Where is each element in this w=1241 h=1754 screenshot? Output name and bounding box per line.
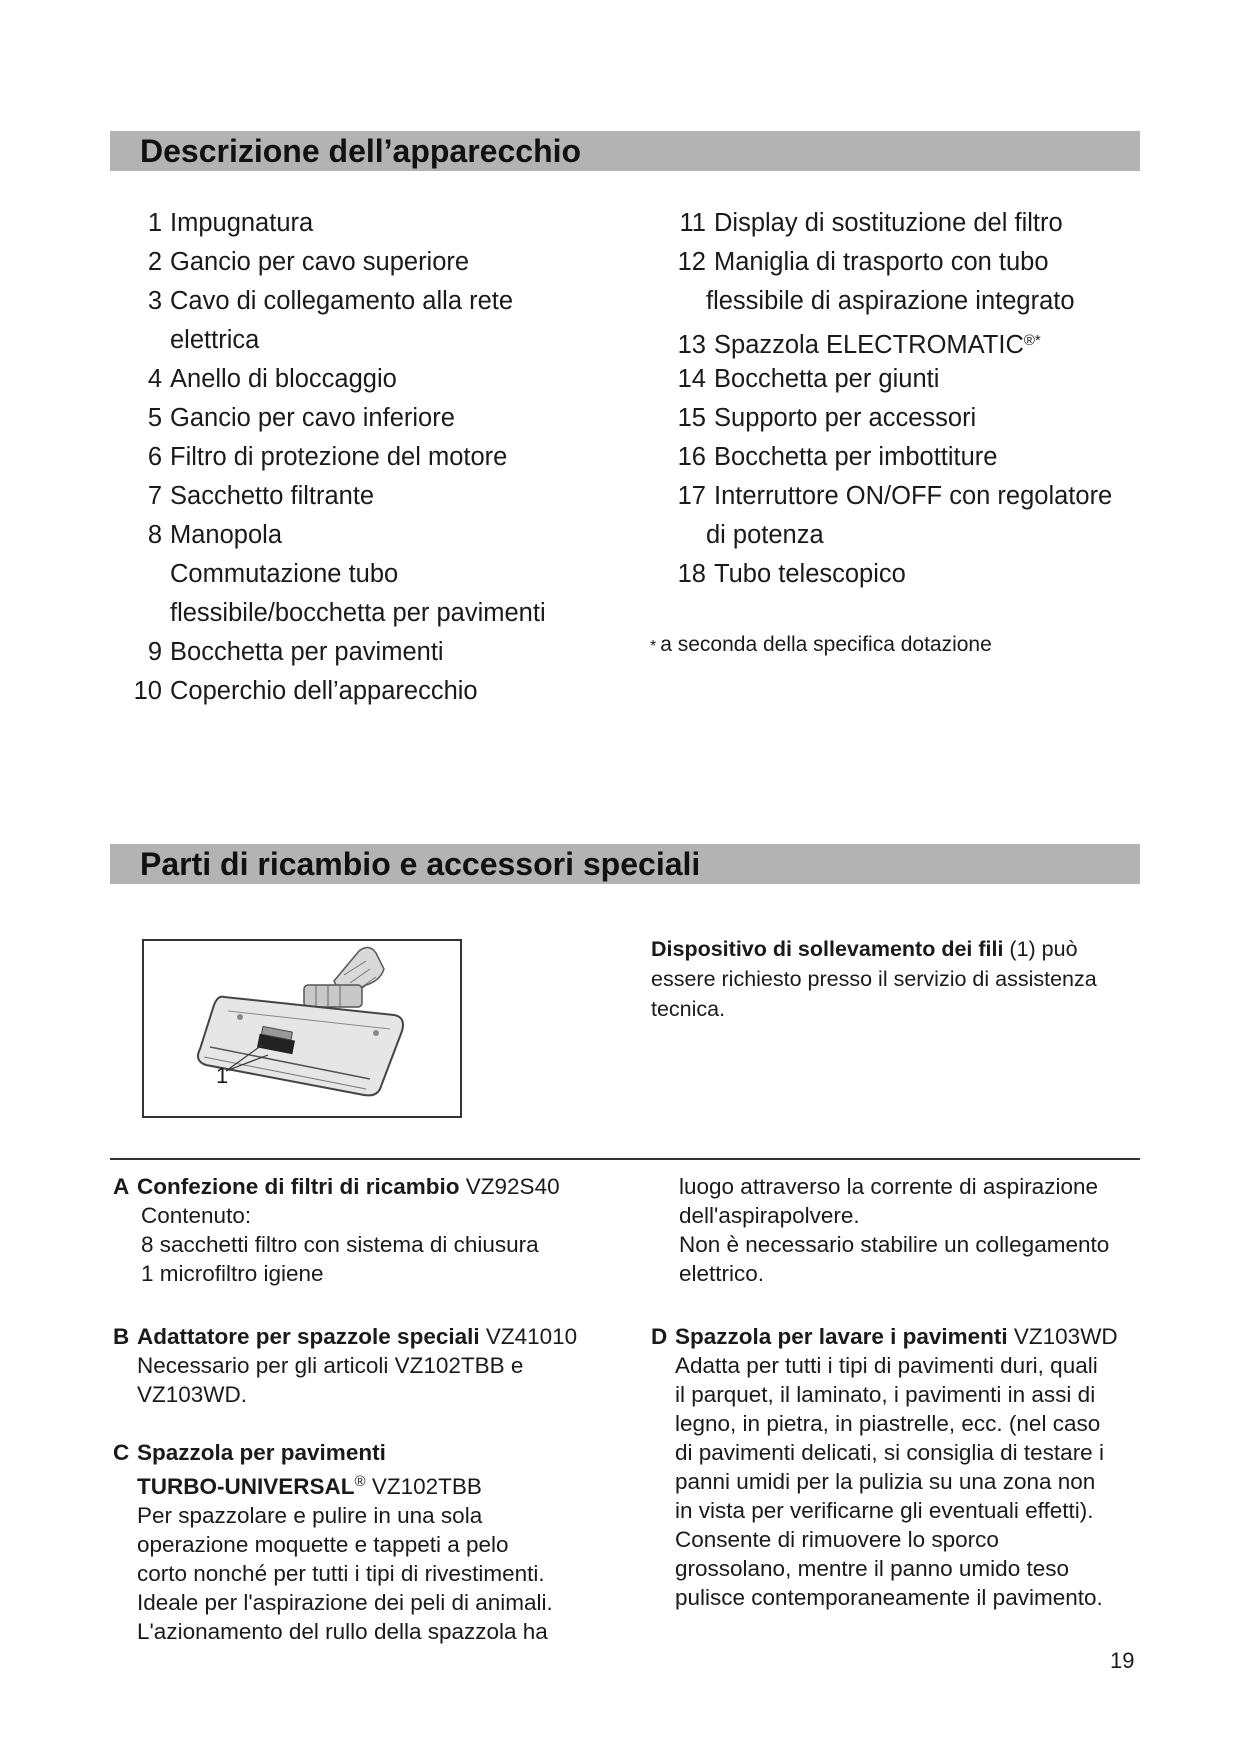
footnote-text: a seconda della specifica dotazione: [660, 633, 992, 656]
page-number: 19: [1110, 1648, 1135, 1673]
parts-list-item: [650, 243, 1210, 282]
accessory-name: Confezione di filtri di ricambio: [137, 1174, 460, 1199]
parts-list-text: Maniglia di trasporto con tubo: [714, 248, 1049, 276]
parts-list-number: 18: [677, 560, 706, 588]
parts-list-text: Tubo telescopico: [714, 560, 906, 588]
accessory-description-line: Adatta per tutti i tipi di pavimenti duri, quali: [675, 1353, 1098, 1378]
parts-list-text: Bocchetta per giunti: [714, 365, 940, 393]
accessory-description-line: 1 microfiltro igiene: [141, 1261, 324, 1286]
footnote: [650, 633, 992, 657]
parts-list-text: Display di sostituzione del filtro: [714, 209, 1063, 237]
parts-list-item: [650, 399, 1210, 438]
accessory-description-line: Non è necessario stabilire un collegamento: [679, 1232, 1110, 1257]
parts-list-number: 11: [679, 209, 706, 237]
accessory-code: VZ92S40: [465, 1174, 560, 1199]
parts-list-number: 14: [677, 365, 706, 393]
accessory-description-line: Per spazzolare e pulire in una sola: [137, 1503, 483, 1528]
accessory-description-line: di pavimenti delicati, si consiglia di testare i: [675, 1440, 1104, 1465]
thread-lifter-suffix: (1) può: [1009, 937, 1078, 961]
footnote-star: *: [650, 638, 657, 655]
parts-list-item: [120, 243, 640, 282]
parts-list-item: [650, 438, 1210, 477]
parts-list-item: [120, 321, 640, 360]
parts-list-item: [120, 477, 640, 516]
parts-list-item: [650, 321, 1210, 360]
thread-lifter-line: essere richiesto presso il servizio di assistenza: [651, 967, 1097, 991]
section-header-bar: [110, 131, 1140, 171]
parts-list-number: 10: [133, 677, 162, 705]
accessory-letter: A: [113, 1174, 130, 1199]
accessory-description-line: legno, in pietra, in piastrelle, ecc. (nel caso: [675, 1411, 1101, 1436]
parts-list-item: [120, 360, 640, 399]
parts-list-text: di potenza: [706, 521, 824, 549]
parts-list-number: 15: [677, 404, 706, 432]
parts-list-text: Sacchetto filtrante: [170, 482, 375, 510]
parts-list-left: [120, 204, 640, 711]
thread-lifter-line: tecnica.: [651, 997, 726, 1021]
accessory-code: VZ102TBB: [371, 1474, 482, 1499]
parts-list-item: [120, 672, 640, 711]
parts-list-text: Anello di bloccaggio: [170, 365, 397, 393]
accessory-name: Adattatore per spazzole speciali: [137, 1324, 480, 1349]
parts-list-text: Impugnatura: [170, 209, 314, 237]
parts-list-number: 9: [147, 638, 162, 666]
parts-list-right: [650, 204, 1210, 594]
accessory-description-line: elettrico.: [679, 1261, 765, 1286]
thread-lifter-note: [651, 934, 1131, 1024]
parts-list-number: 17: [677, 482, 706, 510]
parts-list-number: 16: [677, 443, 706, 471]
accessory-c-continued: [679, 1172, 1159, 1288]
parts-list-item: [120, 633, 640, 672]
registered-mark: ®*: [1023, 332, 1041, 349]
parts-list-number: 2: [147, 248, 162, 276]
parts-list-text: Bocchetta per pavimenti: [170, 638, 444, 666]
parts-list-text: Manopola: [170, 521, 282, 549]
section-title-description: Descrizione dell’apparecchio: [140, 133, 582, 169]
thread-lifter-title: Dispositivo di sollevamento dei fili: [651, 937, 1004, 961]
parts-list-text: elettrica: [170, 326, 260, 354]
accessory-name: Spazzola per pavimenti: [137, 1440, 386, 1465]
parts-list-text: flessibile di aspirazione integrato: [706, 287, 1075, 315]
parts-list-number: 5: [147, 404, 162, 432]
section-header-bar: [110, 844, 1140, 884]
accessory-code: VZ103WD: [1013, 1324, 1118, 1349]
floor-nozzle-figure: [142, 939, 462, 1118]
parts-list-item: [650, 555, 1210, 594]
parts-list-text: Bocchetta per imbottiture: [714, 443, 998, 471]
parts-list-item: [120, 282, 640, 321]
parts-list-text: flessibile/bocchetta per pavimenti: [170, 599, 546, 627]
accessory-code: VZ41010: [485, 1324, 578, 1349]
parts-list-number: 12: [677, 248, 706, 276]
accessory-description-line: Ideale per l'aspirazione dei peli di animali.: [137, 1590, 553, 1615]
parts-list-number: 8: [147, 521, 162, 549]
accessory-b: [113, 1322, 633, 1409]
accessory-letter: B: [113, 1324, 130, 1349]
parts-list-item: [120, 399, 640, 438]
accessory-description-line: panni umidi per la pulizia su una zona non: [675, 1469, 1096, 1494]
accessory-description-line: il parquet, il laminato, i pavimenti in assi di: [675, 1382, 1096, 1407]
accessory-description-line: in vista per verificarne gli eventuali effetti).: [675, 1498, 1094, 1523]
parts-list-item: [650, 282, 1210, 321]
parts-list-number: 3: [147, 287, 162, 315]
accessory-a: [113, 1172, 633, 1288]
section-title-spare-parts: Parti di ricambio e accessori speciali: [140, 846, 701, 882]
parts-list-item: [120, 516, 640, 555]
accessory-description-line: dell'aspirapolvere.: [679, 1203, 860, 1228]
floor-nozzle-illustration: [144, 941, 460, 1116]
parts-list-text: Gancio per cavo inferiore: [170, 404, 455, 432]
divider-rule: [110, 1158, 1140, 1160]
accessory-description-line: Consente di rimuovere lo sporco: [675, 1527, 999, 1552]
parts-list-item: [650, 204, 1210, 243]
accessory-description-line: operazione moquette e tappeti a pelo: [137, 1532, 509, 1557]
parts-list-text: Coperchio dell’apparecchio: [170, 677, 478, 705]
accessory-description-line: 8 sacchetti filtro con sistema di chiusura: [141, 1232, 539, 1257]
parts-list-number: 1: [147, 209, 162, 237]
accessory-c: [113, 1438, 633, 1646]
parts-list-item: [120, 204, 640, 243]
parts-list-text: Gancio per cavo superiore: [170, 248, 470, 276]
parts-list-text: Supporto per accessori: [714, 404, 977, 432]
accessory-description-line: Necessario per gli articoli VZ102TBB e: [137, 1353, 524, 1378]
accessory-description-line: Contenuto:: [141, 1203, 252, 1228]
parts-list-item: [120, 555, 640, 594]
accessory-name-line2: TURBO-UNIVERSAL: [137, 1474, 355, 1499]
figure-callout-label: 1: [216, 1063, 229, 1088]
parts-list-number: 6: [147, 443, 162, 471]
parts-list-text: Interruttore ON/OFF con regolatore: [714, 482, 1113, 510]
registered-mark: ®: [354, 1473, 366, 1490]
parts-list-item: [120, 594, 640, 633]
accessory-description-line: corto nonché per tutti i tipi di rivestimenti.: [137, 1561, 545, 1586]
accessory-name: Spazzola per lavare i pavimenti: [675, 1324, 1008, 1349]
parts-list-number: 4: [147, 365, 162, 393]
parts-list-text: Spazzola ELECTROMATIC: [714, 331, 1024, 359]
parts-list-item: [650, 360, 1210, 399]
accessory-description-line: VZ103WD.: [137, 1382, 248, 1407]
parts-list-item: [650, 516, 1210, 555]
parts-list-text: Cavo di collegamento alla rete: [170, 287, 514, 315]
parts-list-number: 7: [147, 482, 162, 510]
parts-list-text: Commutazione tubo: [170, 560, 399, 588]
parts-list-item: [650, 477, 1210, 516]
accessory-d: [651, 1322, 1151, 1612]
accessory-description-line: grossolano, mentre il panno umido teso: [675, 1556, 1069, 1581]
accessory-description-line: L'azionamento del rullo della spazzola ha: [137, 1619, 548, 1644]
accessory-letter: D: [651, 1324, 668, 1349]
accessory-letter: C: [113, 1440, 130, 1465]
parts-list-text: Filtro di protezione del motore: [170, 443, 508, 471]
accessory-description-line: luogo attraverso la corrente di aspirazione: [679, 1174, 1098, 1199]
parts-list-number: 13: [677, 331, 706, 359]
accessory-description-line: pulisce contemporaneamente il pavimento.: [675, 1585, 1103, 1610]
parts-list-item: [120, 438, 640, 477]
